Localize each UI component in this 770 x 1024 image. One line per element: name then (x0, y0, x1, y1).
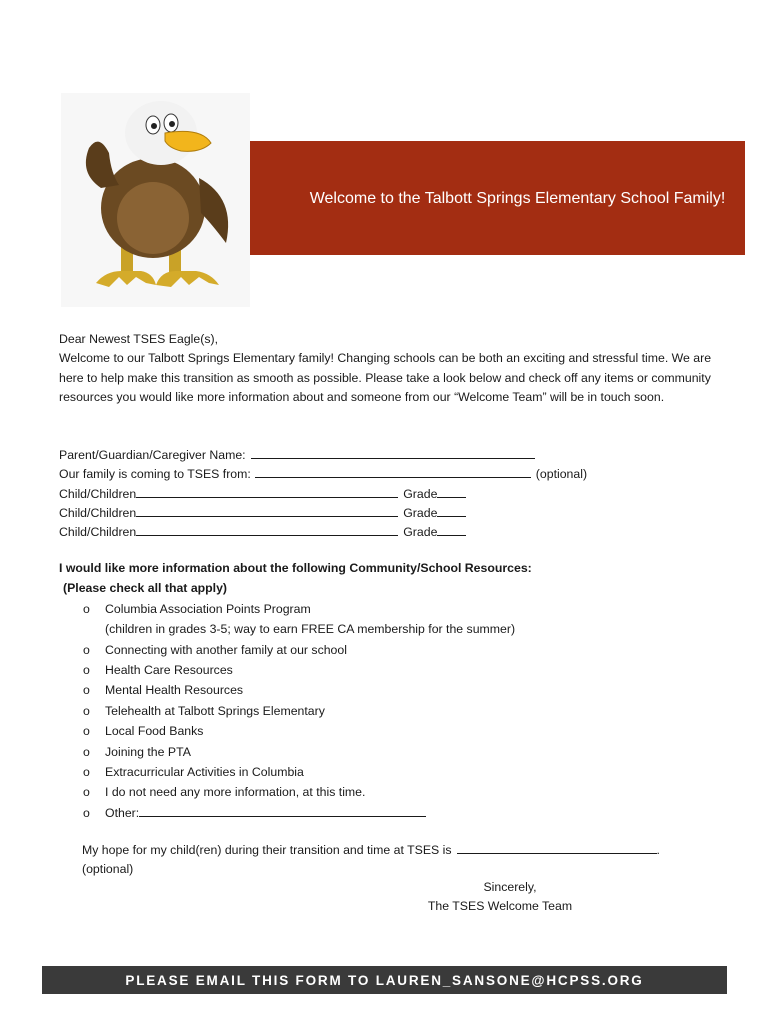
hope-period: . (656, 843, 660, 857)
checkbox-circle-icon[interactable]: o (83, 724, 90, 739)
family-info-form (59, 446, 729, 542)
banner-title: Welcome to the Talbott Springs Elementary School Family! (309, 189, 726, 207)
parent-name-field[interactable] (251, 446, 535, 459)
greeting: Dear Newest TSES Eagle(s), (59, 332, 219, 346)
other-field[interactable] (139, 804, 426, 817)
hope-field[interactable] (457, 841, 657, 854)
letter-body (59, 330, 729, 407)
team-signature: The TSES Welcome Team (427, 899, 573, 914)
child-name-field[interactable] (136, 523, 398, 536)
parent-name-row (59, 446, 729, 465)
resource-option-pta[interactable] (59, 742, 729, 762)
resource-option-telehealth[interactable] (59, 701, 729, 721)
resource-option-extracurricular[interactable] (59, 762, 729, 782)
child-row (59, 523, 729, 542)
child-label: Child/Children (59, 525, 137, 540)
resource-option-mental-health[interactable] (59, 680, 729, 700)
resource-option-no-info[interactable] (59, 782, 729, 802)
child-name-field[interactable] (136, 504, 398, 517)
grade-label: Grade (403, 505, 438, 520)
child-row (59, 485, 729, 504)
coming-from-optional: (optional) (535, 467, 588, 482)
resource-label: Joining the PTA (105, 744, 191, 759)
hope-label: My hope for my child(ren) during their transition and time at TSES is (82, 843, 452, 857)
resource-note: (children in grades 3-5; way to earn FREE CA membership for the summer) (105, 622, 516, 637)
child-label: Child/Children (59, 505, 137, 520)
grade-label: Grade (403, 525, 438, 540)
coming-from-row (59, 465, 729, 484)
checkbox-circle-icon[interactable]: o (83, 785, 90, 800)
grade-field[interactable] (437, 485, 466, 498)
welcome-banner (250, 141, 745, 255)
resource-label: Health Care Resources (105, 663, 233, 678)
checkbox-circle-icon[interactable]: o (83, 642, 90, 657)
child-row (59, 504, 729, 523)
resource-option-family-connect[interactable] (59, 640, 729, 660)
checkbox-circle-icon[interactable]: o (83, 703, 90, 718)
letter-paragraph: Welcome to our Talbott Springs Elementary family! Changing schools can be both an exciting and stressful time. We are here to help make this transition as smooth as possible. Please take a look below and check off any items or community resources you would like more information about and someone from our “Welcome Team” will be in touch soon. (59, 351, 712, 404)
eagle-mascot-image (61, 93, 250, 307)
checkbox-circle-icon[interactable]: o (83, 805, 90, 820)
coming-from-field[interactable] (255, 465, 531, 478)
checkbox-circle-icon[interactable]: o (83, 765, 90, 780)
coming-from-label: Our family is coming to TSES from: (59, 467, 251, 482)
checkbox-circle-icon[interactable]: o (83, 663, 90, 678)
resource-label: Mental Health Resources (105, 683, 244, 698)
checkbox-circle-icon[interactable]: o (83, 601, 90, 616)
grade-label: Grade (403, 486, 438, 501)
resources-list (59, 599, 729, 823)
checkbox-circle-icon[interactable]: o (83, 744, 90, 759)
resource-label: Other: (105, 805, 140, 820)
resource-option-other[interactable] (59, 803, 729, 823)
eagle-mascot-icon (61, 93, 250, 307)
resource-label: Local Food Banks (105, 724, 204, 739)
resource-label: Connecting with another family at our school (105, 642, 347, 657)
resources-section (59, 558, 729, 823)
resource-label: Telehealth at Talbott Springs Elementary (105, 703, 325, 718)
closing: Sincerely, (483, 880, 537, 894)
grade-field[interactable] (437, 504, 466, 517)
resource-label: Columbia Association Points Program (105, 601, 311, 616)
child-name-field[interactable] (136, 485, 398, 498)
resource-label: I do not need any more information, at this time. (105, 785, 366, 800)
resource-option-food-banks[interactable] (59, 721, 729, 741)
resource-option-health-care[interactable] (59, 660, 729, 680)
signoff (400, 878, 600, 917)
resource-label: Extracurricular Activities in Columbia (105, 765, 304, 780)
hope-row (82, 841, 732, 860)
hope-optional: (optional) (82, 862, 134, 877)
checkbox-circle-icon[interactable]: o (83, 683, 90, 698)
resources-subheading: (Please check all that apply) (63, 581, 228, 596)
parent-name-label: Parent/Guardian/Caregiver Name: (59, 448, 246, 462)
footer-text: PLEASE EMAIL THIS FORM TO LAUREN_SANSONE@HCPSS.ORG (125, 972, 644, 988)
grade-field[interactable] (437, 523, 466, 536)
resources-heading: I would like more information about the following Community/School Resources: (59, 561, 532, 575)
email-instruction-footer (42, 966, 727, 994)
resource-option-ca-points[interactable] (59, 599, 729, 619)
child-label: Child/Children (59, 486, 137, 501)
hope-statement (82, 841, 732, 880)
